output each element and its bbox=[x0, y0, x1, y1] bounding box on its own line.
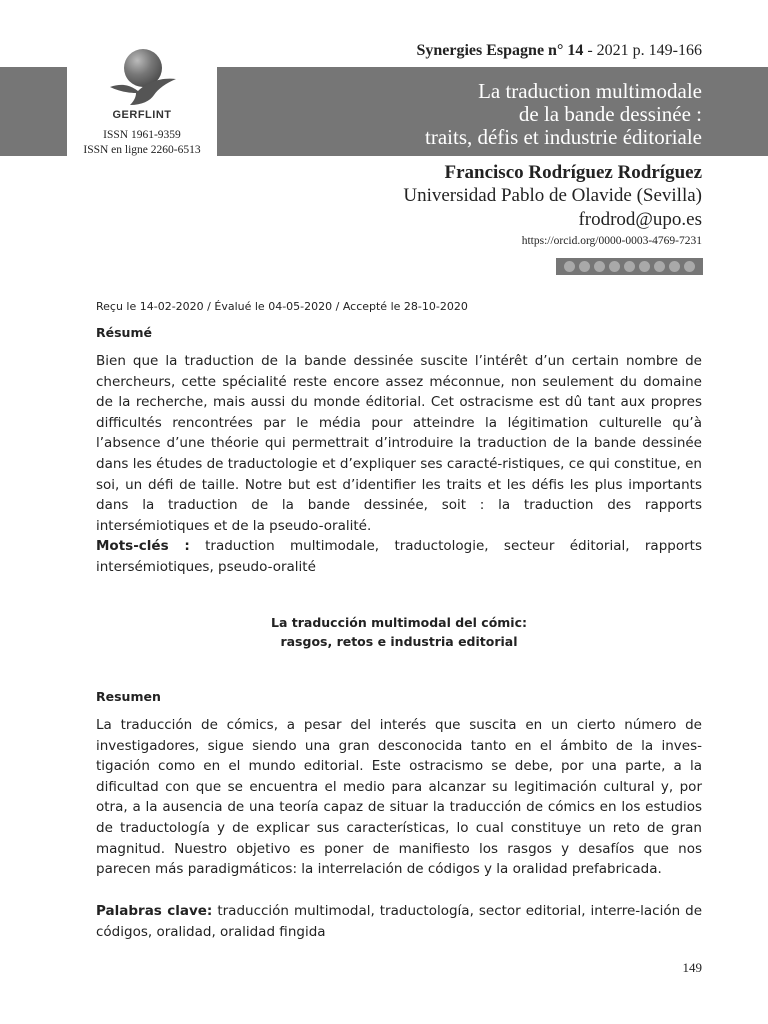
author-affiliation: Universidad Pablo de Olavide (Sevilla) bbox=[403, 185, 702, 206]
dot-icon bbox=[624, 261, 635, 272]
french-abstract: Bien que la traduction de la bande dessinée suscite l’intérêt d’un certain nombre de chercheurs, cette spécialité reste encore assez méconnue, non seulement du domaine de la recherche, mais aussi du monde éditorial. Cet ostracisme est dû tant aux propres difficultés rencontrées par le média pour atteindre la légitimation culturelle qu’à l’absence d’une théorie qui permettrait d’introduire la traduction de la bande dessinée dans les études de traductologie et d’expliquer ses caracté-ristiques, ce qui constitue, en soi, un défi de taille. Notre but est d’identifier les traits et les défis les plus importants dans la traduction de la bande dessinée, soit : la traduction des rapports intersémiotiques et de la pseudo-oralité. bbox=[96, 353, 702, 534]
article-title bbox=[425, 80, 702, 149]
journal-name: Synergies Espagne n° 14 bbox=[416, 42, 584, 59]
author-email[interactable]: frodrod@upo.es bbox=[578, 209, 702, 230]
spanish-title bbox=[96, 613, 702, 651]
spanish-title-line: rasgos, retos e industria editorial bbox=[280, 634, 518, 649]
title-line: La traduction multimodale bbox=[478, 79, 702, 103]
dot-icon bbox=[639, 261, 650, 272]
page-number: 149 bbox=[682, 960, 702, 975]
journal-details: - 2021 p. 149-166 bbox=[583, 42, 702, 59]
dot-icon bbox=[654, 261, 665, 272]
spanish-abstract: La traducción de cómics, a pesar del interés que suscita en un cierto número de investigadores, sigue siendo una gran desconocida tanto en el ámbito de la inves-tigación como en el mundo editorial. Este ostracismo se debe, por una parte, a la dificultad con que se encuentra el medio para alcanzar su legitimación cultural y, por otra, a la ausencia de una teoría capaz de situar la traducción de cómics en los estudios de traductología y de explicar sus características, lo cual constituye un reto de gran magnitud. Nuestro objetivo es poner de manifiesto los rasgos y desafíos que nos parecen más paradigmáticos: la interrelación de códigos y la oralidad prefabricada. bbox=[96, 717, 702, 878]
dot-icon bbox=[684, 261, 695, 272]
journal-header bbox=[416, 42, 702, 60]
gerflint-logo-dove-icon bbox=[108, 73, 178, 109]
dot-icon bbox=[609, 261, 620, 272]
dot-icon bbox=[564, 261, 575, 272]
keywords-list: traducción multimodal, traductología, sector editorial, interre-lación de códigos, oralidad, oralidad fingida bbox=[96, 903, 703, 940]
spanish-abstract-heading: Resumen bbox=[96, 689, 161, 704]
submission-dates: Reçu le 14-02-2020 / Évalué le 04-05-2020 / Accepté le 28-10-2020 bbox=[96, 300, 468, 313]
keywords-label: Palabras clave: bbox=[96, 903, 213, 919]
author-name: Francisco Rodríguez Rodríguez bbox=[444, 162, 702, 183]
author-orcid-link[interactable]: https://orcid.org/0000-0003-4769-7231 bbox=[521, 235, 702, 247]
dot-icon bbox=[594, 261, 605, 272]
decorative-dots-bar bbox=[556, 258, 703, 275]
logo-text: GERFLINT bbox=[112, 109, 172, 121]
dot-icon bbox=[669, 261, 680, 272]
dot-icon bbox=[579, 261, 590, 272]
issn-block bbox=[67, 128, 217, 158]
keywords-label: Mots-clés : bbox=[96, 538, 190, 554]
french-keywords bbox=[96, 536, 702, 577]
issn-online: ISSN en ligne 2260-6513 bbox=[83, 144, 201, 156]
spanish-keywords bbox=[96, 901, 702, 942]
issn-print: ISSN 1961-9359 bbox=[103, 129, 181, 141]
title-line: de la bande dessinée : bbox=[518, 102, 702, 126]
title-line: traits, défis et industrie éditoriale bbox=[425, 125, 702, 149]
french-abstract-heading: Résumé bbox=[96, 325, 152, 340]
keywords-list: traduction multimodale, traductologie, secteur éditorial, rapports intersémiotiques, pseudo-oralité bbox=[96, 538, 702, 575]
spanish-title-line: La traducción multimodal del cómic: bbox=[271, 615, 527, 630]
